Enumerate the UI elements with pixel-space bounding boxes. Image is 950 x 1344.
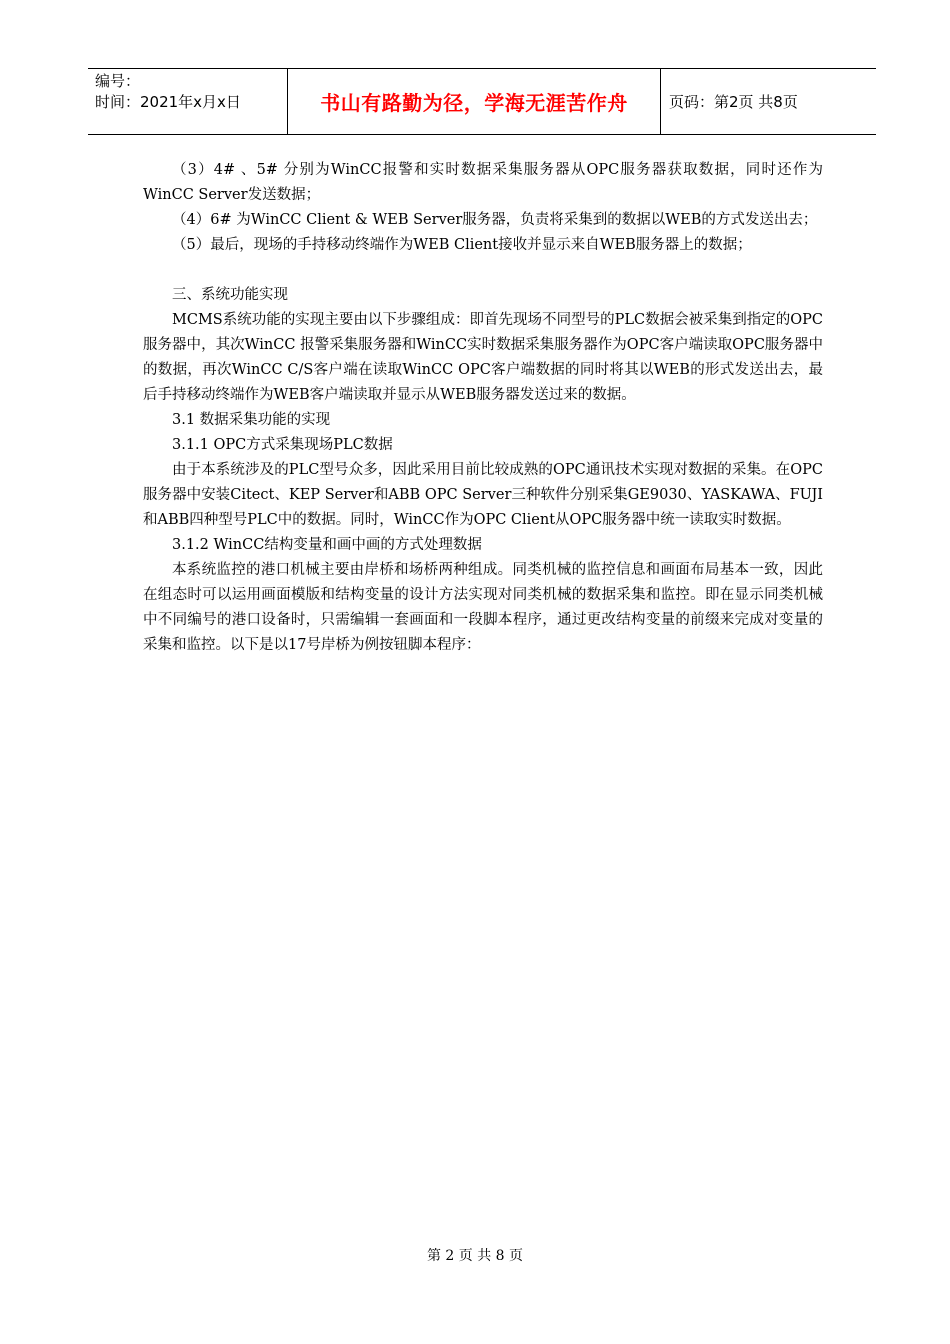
- document-number: 编号：: [95, 72, 141, 90]
- paragraph-spacer: [143, 258, 823, 283]
- subsection-heading-3-1: 3.1 数据采集功能的实现: [172, 412, 331, 428]
- paragraph-item-3: （3）4# 、5# 分别为WinCC报警和实时数据采集服务器从OPC服务器获取数据，同时还作为WinCC Server发送数据；: [143, 162, 823, 203]
- paragraph-wincc-structure: 本系统监控的港口机械主要由岸桥和场桥两种组成。同类机械的监控信息和画面布局基本一致，因此在组态时可以运用画面模版和结构变量的设计方法实现对同类机械的数据采集和监控。即在显示同类机械中不同编号的港口设备时，只需编辑一套画面和一段脚本程序，通过更改结构变量的前缀来完成对变量的采集和监控。以下是以17号岸桥为例按钮脚本程序：: [143, 562, 823, 653]
- paragraph-mcms-overview: MCMS系统功能的实现主要由以下步骤组成：即首先现场不同型号的PLC数据会被采集到指定的OPC服务器中，其次WinCC 报警采集服务器和WinCC实时数据采集服务器作为OPC客户端读取OPC服务器中的数据，再次WinCC C/S客户端在读取WinCC OPC客户端数据的同时将其以WEB的形式发送出去，最后手持移动终端作为WEB客户端读取并显示从WEB服务器发送过来的数据。: [143, 312, 823, 403]
- subsection-heading-3-1-1: 3.1.1 OPC方式采集现场PLC数据: [172, 437, 393, 453]
- paragraph-item-5: （5）最后，现场的手持移动终端作为WEB Client接收并显示来自WEB服务器上的数据；: [172, 237, 752, 253]
- document-time: 时间：2021年x月x日: [95, 93, 241, 111]
- subsection-heading-3-1-2: 3.1.2 WinCC结构变量和画中画的方式处理数据: [172, 537, 482, 553]
- paragraph-opc-collection: 由于本系统涉及的PLC型号众多，因此采用目前比较成熟的OPC通讯技术实现对数据的采集。在OPC服务器中安装Citect、KEP Server和ABB OPC Server三种软件分别采集GE9030、YASKAWA、FUJI和ABB四种型号PLC中的数据。同时，WinCC作为OPC Client从OPC服务器中统一读取实时数据。: [143, 462, 823, 528]
- header-motto: 书山有路勤为径，学海无涯苦作舟: [320, 91, 628, 115]
- document-body: [143, 158, 823, 658]
- header-page-number: 页码：第2页 共8页: [669, 93, 798, 111]
- section-heading-3: 三、系统功能实现: [172, 287, 288, 303]
- page-footer: 第 2 页 共 8 页: [426, 1248, 524, 1264]
- header-page-cell: [661, 69, 876, 134]
- header-motto-cell: [288, 69, 661, 134]
- page-header: [88, 68, 876, 135]
- paragraph-item-4: （4）6# 为WinCC Client & WEB Server服务器，负责将采集到的数据以WEB的方式发送出去；: [172, 212, 818, 228]
- header-info-cell: [88, 69, 288, 134]
